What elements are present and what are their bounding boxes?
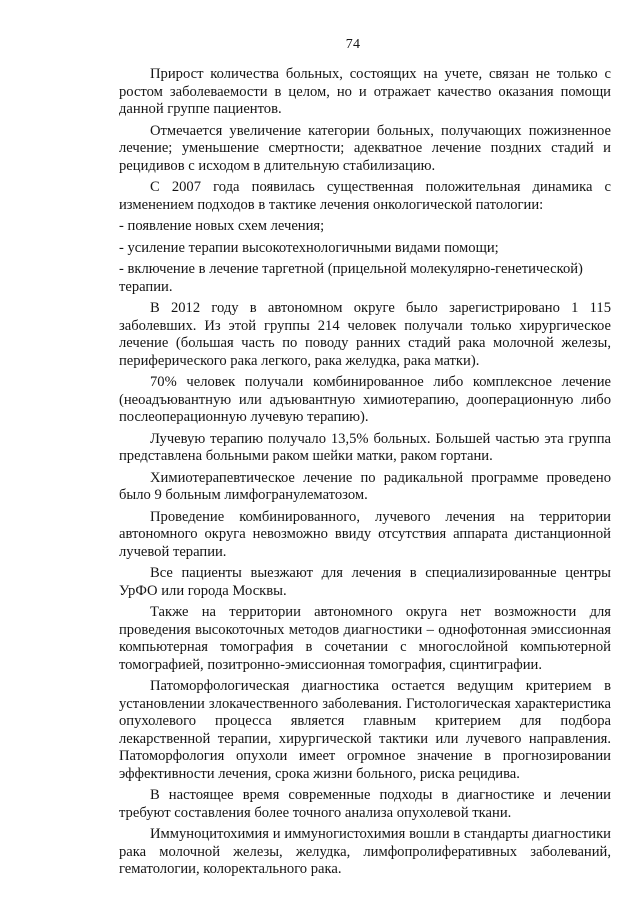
paragraph: Лучевую терапию получало 13,5% больных. Большей частью эта группа представлена больными раком шейки матки, раком гортани.: [119, 430, 611, 464]
paragraph: Прирост количества больных, состоящих на учете, связан не только с ростом заболеваемости в целом, но и отражает качество оказания помощи данной группе пациентов.: [119, 66, 611, 117]
paragraph: Химиотерапевтическое лечение по радикальной программе проведено было 9 больным лимфогранулематозом.: [119, 469, 611, 503]
paragraph: Отмечается увеличение категории больных, получающих пожизненное лечение; уменьшение смертности; адекватное лечение поздних стадий и рецидивов с исходом в длительную стабилизацию.: [119, 122, 611, 174]
paragraph: С 2007 года появилась существенная положительная динамика с изменением подходов в тактике лечения онкологической патологии:: [119, 179, 611, 213]
body-text: [119, 66, 611, 879]
paragraph: Все пациенты выезжают для лечения в специализированные центры УрФО или города Москвы.: [119, 565, 611, 599]
list-item: - появление новых схем лечения;: [119, 218, 325, 234]
page-number: 74: [345, 37, 361, 52]
paragraph: 70% человек получали комбинированное либо комплексное лечение (неоадъювантную или адъювантную химиотерапию, дооперационную либо послеоперационную лучевую терапию).: [119, 374, 611, 425]
paragraph: В 2012 году в автономном округе было зарегистрировано 1 115 заболевших. Из этой группы 214 человек получали только хирургическое лечение (большая часть по поводу ранних стадий рака молочной железы, периферического рака легкого, рака желудка, рака матки).: [119, 300, 611, 369]
paragraph: Патоморфологическая диагностика остается ведущим критерием в установлении злокачественного заболевания. Гистологическая характеристика опухолевого процесса является главным критерием для подбора лекарственной терапии, хирургической тактики или лучевого направления. Патоморфология опухоли имеет огромное значение в прогнозировании эффективности лечения, срока жизни больного, риска рецидива.: [119, 678, 611, 782]
list-item: - включение в лечение таргетной (прицельной молекулярно-генетической) терапии.: [119, 261, 583, 295]
paragraph: Также на территории автономного округа нет возможности для проведения высокоточных методов диагностики – однофотонная эмиссионная компьютерная томография в сочетании с многослойной компьютерной томографией, позитронно-эмиссионная томография, сцинтиграфии.: [119, 604, 611, 673]
list-item: - усиление терапии высокотехнологичными видами помощи;: [119, 239, 499, 256]
paragraph: Проведение комбинированного, лучевого лечения на территории автономного округа невозможно ввиду отсутствия аппарата дистанционной лучевой терапии.: [119, 508, 611, 560]
paragraph: Иммуноцитохимия и иммуногистохимия вошли в стандарты диагностики рака молочной железы, желудка, лимфопролиферативных заболеваний, гематологии, колоректального рака.: [119, 826, 611, 877]
paragraph: В настоящее время современные подходы в диагностике и лечении требуют составления более точного анализа опухолевой ткани.: [119, 787, 611, 821]
